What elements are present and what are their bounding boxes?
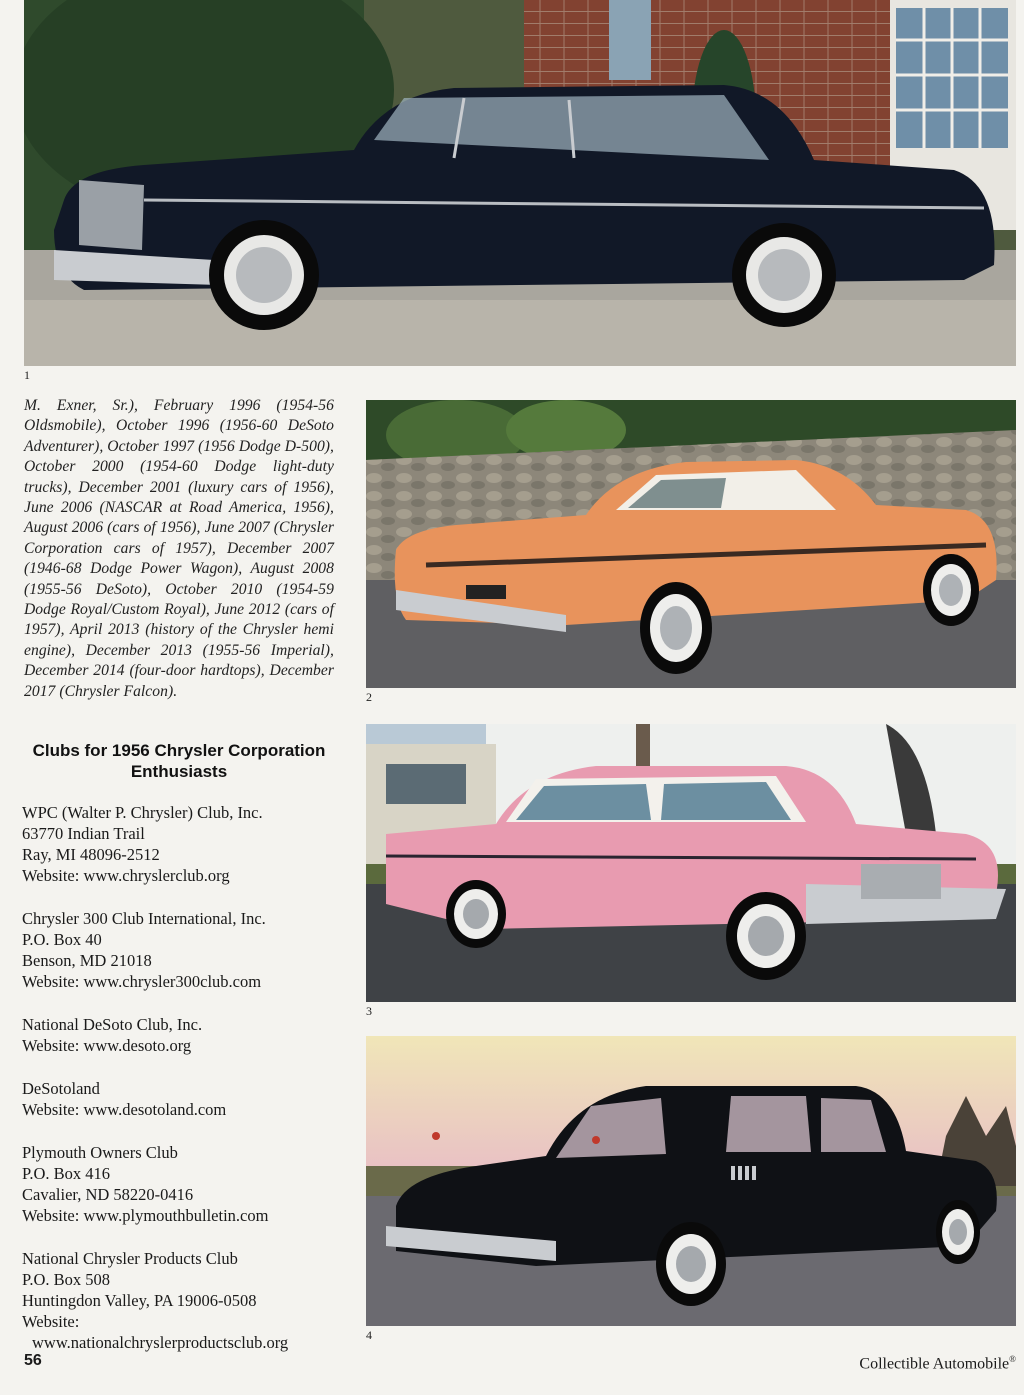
club-line: Benson, MD 21018 (22, 951, 152, 970)
club-line: P.O. Box 416 (22, 1164, 111, 1183)
club-website: www.nationalchryslerproductsclub.org (32, 1333, 289, 1352)
photo-3-number: 3 (366, 1004, 372, 1018)
club-line: Ray, MI 48096-2512 (22, 845, 160, 864)
club-website: Website: www.chryslerclub.org (22, 866, 230, 885)
intro-paragraph: M. Exner, Sr.), February 1996 (1954-56 Oldsmobile), October 1996 (1956-60 DeSoto Adventurer), October 1997 (1956 Dodge D-500), October 2000 (1954-60 Dodge light-duty trucks), December 2001 (luxury cars of 1956), June 2006 (NASCAR at Road America, 1956), August 2006 (cars of 1956), June 2007 (Chrysler Corporation cars of 1957), December 2007 (1946-68 Dodge Power Wagon), August 2008 (1955-56 DeSoto), October 2010 (1954-59 Dodge Royal/Custom Royal), June 2012 (cars of 1957), April 2013 (history of the Chrysler hemi engine), December 2013 (1955-56 Imperial), December 2014 (four-door hardtops), December 2017 (Chrysler Falcon). (24, 397, 334, 700)
club-line: WPC (Walter P. Chrysler) Club, Inc. (22, 803, 263, 822)
photo-1-number: 1 (24, 368, 30, 382)
photo-3 (366, 724, 1016, 1002)
club-national-desoto (22, 1014, 352, 1056)
club-line: DeSotoland (22, 1079, 100, 1098)
club-line: Website: (22, 1312, 80, 1331)
club-line: P.O. Box 508 (22, 1270, 111, 1289)
photo-1 (24, 0, 1016, 366)
clubs-heading: Clubs for 1956 Chrysler Corporation Enthusiasts (32, 741, 326, 781)
club-plymouth-owners (22, 1142, 352, 1226)
magazine-title (859, 1354, 1016, 1373)
magazine-name: Collectible Automobile (859, 1355, 1010, 1373)
page-number: 56 (24, 1352, 42, 1369)
club-line: 63770 Indian Trail (22, 824, 145, 843)
black-four-door-hardtop-photo (24, 0, 1016, 366)
club-line: Plymouth Owners Club (22, 1143, 178, 1162)
club-line: National Chrysler Products Club (22, 1249, 238, 1268)
club-line: National DeSoto Club, Inc. (22, 1015, 203, 1034)
club-desotoland (22, 1078, 352, 1120)
clubs-list (22, 802, 352, 1375)
club-line: Chrysler 300 Club International, Inc. (22, 909, 266, 928)
coral-hardtop-coupe-photo (366, 400, 1016, 688)
trademark-symbol: ® (1009, 1354, 1016, 1364)
club-website: Website: www.plymouthbulletin.com (22, 1206, 269, 1225)
pink-four-door-sedan-photo (366, 724, 1016, 1002)
club-wpc (22, 802, 352, 886)
club-website: Website: www.desoto.org (22, 1036, 192, 1055)
photo-2-number: 2 (366, 690, 372, 704)
club-website: Website: www.desotoland.com (22, 1100, 227, 1119)
club-national-chrysler-products (22, 1248, 352, 1353)
club-line: Huntingdon Valley, PA 19006-0508 (22, 1291, 257, 1310)
photo-2 (366, 400, 1016, 688)
club-chrysler-300 (22, 908, 352, 992)
club-website: Website: www.chrysler300club.com (22, 972, 262, 991)
club-line: P.O. Box 40 (22, 930, 102, 949)
photo-4 (366, 1036, 1016, 1326)
black-limousine-photo (366, 1036, 1016, 1326)
photo-4-number: 4 (366, 1328, 372, 1342)
club-line: Cavalier, ND 58220-0416 (22, 1185, 194, 1204)
